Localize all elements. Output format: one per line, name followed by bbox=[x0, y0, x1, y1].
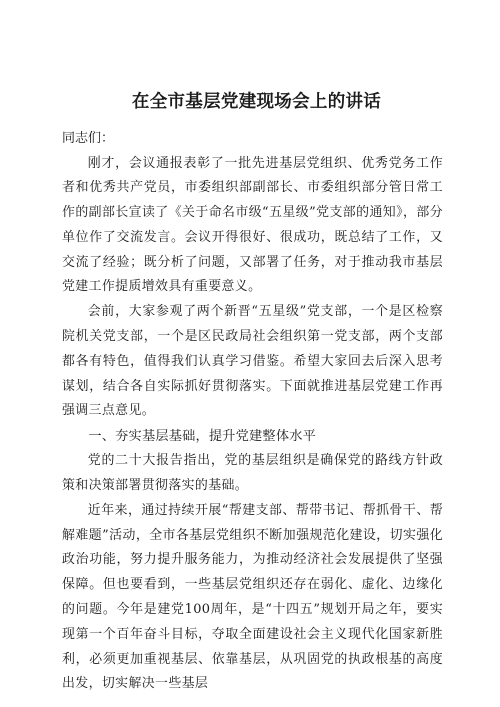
paragraph-report: 党的二十大报告指出，党的基层组织是确保党的路线方针政策和决策部署贯彻落实的基础。 bbox=[62, 453, 443, 494]
paragraph-opening: 刚才，会议通报表彰了一批先进基层党组织、优秀党务工作者和优秀共产党员，市委组织部副部长、市委组织部分管日常工作的副部长宣读了《关于命名市级“五星级”党支部的通知》，部分单位作了交流发言。会议开得很好、很成功，既总结了工作，又交流了经验；既分析了问题，又部署了任务，对于推动我市基层党建工作提质增效具有重要意义。 bbox=[62, 155, 443, 295]
paragraph-visit: 会前，大家参观了两个新晋“五星级”党支部，一个是区检察院机关党支部，一个是区民政局社会组织第一党支部，两个支部都各有特色，值得我们认真学习借鉴。希望大家回去后深入思考谋划，结合各自实际抓好贯彻落实。下面就推进基层党建工作再强调三点意见。 bbox=[62, 304, 443, 419]
salutation: 同志们： bbox=[62, 131, 115, 146]
section-heading: 一、夯实基层基础，提升党建整体水平 bbox=[88, 429, 316, 445]
document-title: 在全市基层党建现场会上的讲话 bbox=[131, 92, 382, 112]
paragraph-recent-years: 近年来，通过持续开展“帮建支部、帮带书记、帮抓骨干、帮解难题”活动，全市各基层党组织不断加强规范化建设，切实强化政治功能，努力提升服务能力，为推动经济社会发展提供了坚强保障。但也要看到，一些基层党组织还存在弱化、虚化、边缘化的问题。今年是建党100周年，是“十四五”规划开局之年，要实现第一个百年奋斗目标，夺取全面建设社会主义现代化国家新胜利，必须更加重视基层、依靠基层，从巩固党的执政根基的高度出发，切实解决一些基层 bbox=[62, 502, 443, 692]
